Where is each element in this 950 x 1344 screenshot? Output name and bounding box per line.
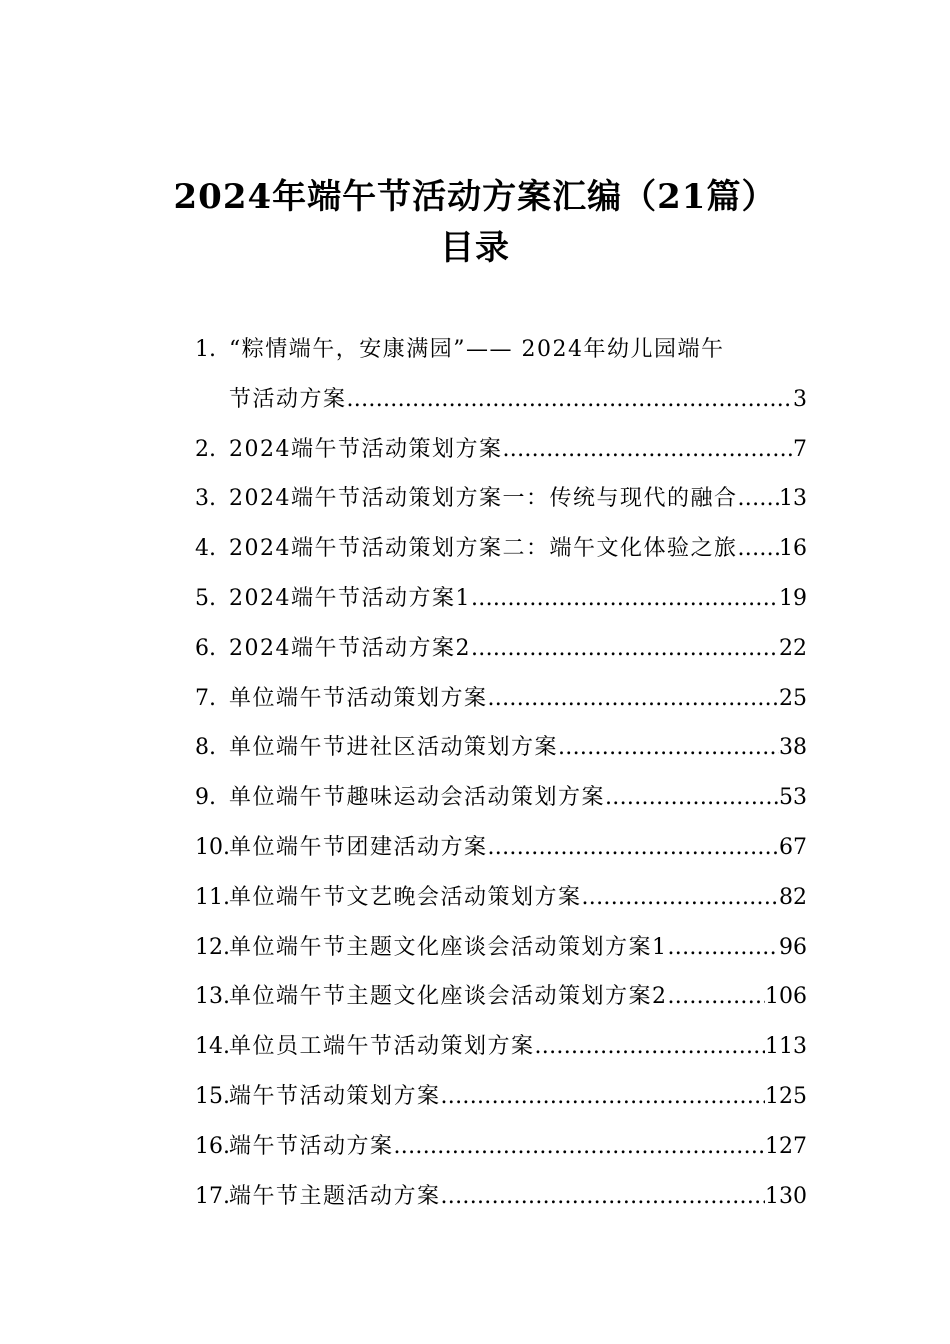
dot-leader: [738, 524, 780, 574]
toc-entry-number: 2.: [195, 436, 216, 462]
toc-entry[interactable]: [195, 1022, 807, 1072]
dot-leader: [471, 624, 779, 674]
table-of-contents: [195, 325, 807, 1221]
toc-entry-page: 3: [793, 386, 807, 412]
document-title: 2024年端午节活动方案汇编（21篇）: [173, 177, 777, 217]
toc-entry-page: 25: [779, 685, 807, 711]
toc-entry-title: 单位端午节文艺晚会活动策划方案: [229, 884, 582, 910]
toc-entry-continuation[interactable]: [195, 375, 807, 425]
toc-entry-page: 113: [765, 1034, 807, 1060]
dot-leader: [503, 425, 794, 475]
toc-entry-number: 9.: [195, 785, 216, 811]
toc-entry[interactable]: [195, 474, 807, 524]
toc-entry-number: 13.: [195, 984, 230, 1010]
toc-entry-title: 2024端午节活动策划方案一：传统与现代的融合: [229, 486, 738, 512]
dot-leader: [605, 773, 779, 823]
toc-entry[interactable]: [195, 624, 807, 674]
toc-entry[interactable]: [195, 823, 807, 873]
toc-entry-number: 6.: [195, 635, 216, 661]
toc-entry[interactable]: [195, 923, 807, 973]
toc-entry-page: 96: [779, 934, 807, 960]
toc-entry-page: 53: [779, 785, 807, 811]
dot-leader: [441, 1072, 765, 1122]
toc-entry-page: 127: [765, 1133, 807, 1159]
toc-entry[interactable]: [195, 1122, 807, 1172]
toc-entry-page: 125: [765, 1083, 807, 1109]
dot-leader: [488, 674, 779, 724]
toc-entry-number: 1.: [195, 337, 216, 362]
toc-entry-title: 单位端午节主题文化座谈会活动策划方案1: [229, 934, 668, 960]
toc-entry-title: 2024端午节活动方案1: [229, 585, 471, 611]
dot-leader: [441, 1172, 765, 1222]
toc-entry-page: 130: [765, 1183, 807, 1209]
toc-entry-title: 2024端午节活动策划方案: [229, 436, 503, 462]
toc-entry[interactable]: [195, 972, 807, 1022]
toc-entry-page: 82: [779, 884, 807, 910]
toc-entry-number: 7.: [195, 685, 216, 711]
toc-entry[interactable]: [195, 873, 807, 923]
dot-leader: [394, 1122, 765, 1172]
toc-entry-number: 5.: [195, 585, 216, 611]
toc-entry-page: 67: [779, 834, 807, 860]
dot-leader: [668, 972, 766, 1022]
toc-entry-title: 单位端午节团建活动方案: [229, 834, 488, 860]
toc-entry-page: 7: [793, 436, 807, 462]
toc-entry-title: 端午节活动策划方案: [229, 1083, 441, 1109]
dot-leader: [535, 1022, 765, 1072]
toc-entry[interactable]: [195, 674, 807, 724]
toc-entry-page: 22: [779, 635, 807, 661]
toc-entry-title: 单位端午节活动策划方案: [229, 685, 488, 711]
toc-entry-title: 单位员工端午节活动策划方案: [229, 1034, 535, 1060]
toc-entry-number: 12.: [195, 934, 230, 960]
toc-entry-title: 单位端午节主题文化座谈会活动策划方案2: [229, 984, 668, 1010]
toc-entry-page: 106: [765, 984, 807, 1010]
toc-entry-number: 14.: [195, 1034, 230, 1060]
toc-entry-title: 单位端午节趣味运动会活动策划方案: [229, 785, 606, 811]
toc-entry[interactable]: [195, 1072, 807, 1122]
toc-entry-number: 4.: [195, 536, 216, 562]
toc-entry-page: 16: [779, 536, 807, 562]
toc-entry-title: 端午节主题活动方案: [229, 1183, 441, 1209]
toc-entry-title: 2024端午节活动策划方案二：端午文化体验之旅: [229, 536, 738, 562]
toc-entry-title-line1: “粽情端午，安康满园”—— 2024年幼儿园端午: [229, 337, 725, 362]
toc-entry-number: 3.: [195, 486, 216, 512]
toc-entry[interactable]: [195, 524, 807, 574]
toc-heading: 目录: [440, 228, 510, 268]
toc-entry[interactable]: [195, 574, 807, 624]
dot-leader: [558, 723, 779, 773]
toc-entry-number: 8.: [195, 735, 216, 761]
toc-entry-title: 端午节活动方案: [229, 1133, 394, 1159]
toc-entry-title: 2024端午节活动方案2: [229, 635, 471, 661]
toc-entry[interactable]: [195, 425, 807, 475]
dot-leader: [471, 574, 779, 624]
toc-entry[interactable]: [195, 773, 807, 823]
toc-entry-page: 19: [779, 585, 807, 611]
toc-entry-number: 11.: [195, 884, 230, 910]
toc-entry-page: 13: [779, 486, 807, 512]
toc-entry-page: 38: [779, 735, 807, 761]
toc-entry[interactable]: [195, 325, 807, 375]
dot-leader: [582, 873, 779, 923]
dot-leader: [738, 474, 780, 524]
toc-entry-number: 15.: [195, 1083, 230, 1109]
dot-leader: [488, 823, 779, 873]
toc-entry[interactable]: [195, 1172, 807, 1222]
toc-entry-title: 节活动方案: [229, 386, 347, 412]
dot-leader: [347, 375, 793, 425]
toc-entry-number: 16.: [195, 1133, 230, 1159]
toc-entry[interactable]: [195, 723, 807, 773]
toc-entry-title: 单位端午节进社区活动策划方案: [229, 735, 559, 761]
dot-leader: [668, 923, 780, 973]
toc-entry-number: 10.: [195, 834, 230, 860]
toc-entry-number: 17.: [195, 1183, 230, 1209]
